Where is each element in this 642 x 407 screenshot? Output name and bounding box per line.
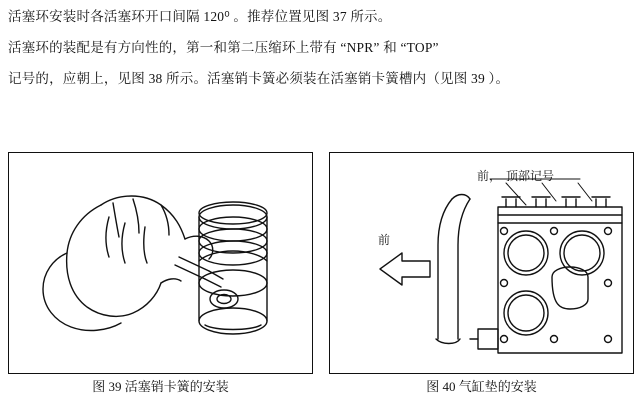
cylinder-block-illustration — [330, 153, 634, 374]
figure-40-frame — [329, 152, 634, 374]
paragraph-1: 活塞环安装时各活塞环开口间隔 120⁰ 。推荐位置见图 37 所示。 — [8, 9, 392, 24]
figure-39-caption: 图 39 活塞销卡簧的安装 — [92, 379, 229, 394]
paragraph-2: 活塞环的装配是有方向性的，第一和第二压缩环上带有 “NPR” 和 “TOP” — [8, 39, 439, 55]
top-mark-label: 顶部记号 — [506, 169, 555, 183]
figure-39 — [8, 152, 313, 392]
paragraph-3: 记号的，应朝上，见图 38 所示。活塞销卡簧必须装在活塞销卡簧槽内（见图 39 ）。 — [8, 70, 510, 86]
figure-row — [8, 152, 634, 392]
figure-40-caption: 图 40 气缸垫的安装 — [426, 379, 537, 394]
body-text — [8, 6, 632, 99]
figure-40 — [329, 152, 634, 392]
front-arrow-label: 前 — [378, 233, 391, 247]
front-callout-label: 前， — [477, 169, 502, 183]
piston-circlip-illustration — [9, 153, 313, 374]
figure-39-frame — [8, 152, 313, 374]
